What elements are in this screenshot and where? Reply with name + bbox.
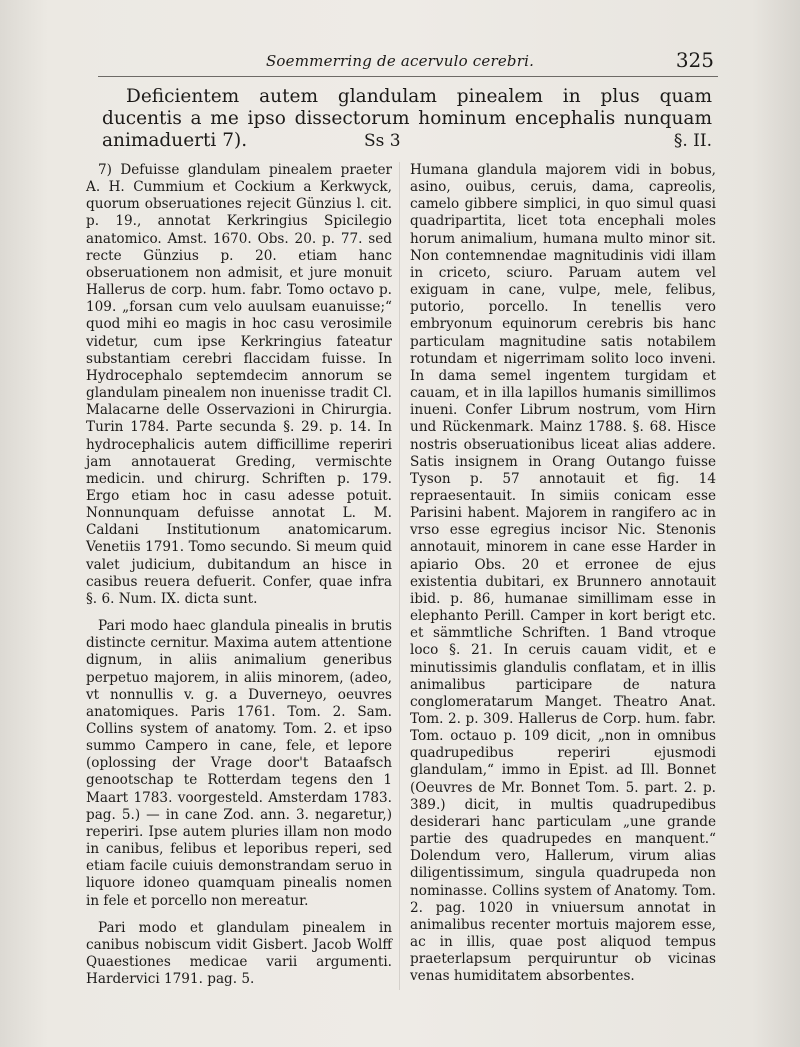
left-column (86, 162, 392, 998)
intro-text: Deficientem autem glandulam pinealem in plus quam ducentis a me ipso dissectorum hominum encephalis nunquam animaduerti 7). (102, 86, 712, 151)
column-gutter (399, 162, 400, 990)
body-paragraph: Pari modo haec glandula pinealis in brutis distincte cernitur. Maxima autem attentione dignum, in aliis animalium generibus perpetuo majorem, in aliis minorem, (adeo, vt nonnullis v. g. a Duverneyo, oeuvres anatomiques. Paris 1761. Tom. 2. Sam. Collins system of anatomy. Tom. 2. et ipso summo Campero in cane, fele, et lepore (oplossing der Vrage door't Bataafsch genootschap te Rotterdam tegens den 1 Maart 1783. voorgesteld. Amsterdam 1783. pag. 5.) — in cane Zod. ann. 3. negaretur,) reperiri. Ipse autem pluries illam non modo in canibus, felibus et leporibus reperi, sed etiam facile cuiuis demonstrandam seruo in liquore idoneo quamquam pinealis nomen in fele et porcello non mereatur. (86, 618, 392, 909)
catchword: §. II. (673, 131, 712, 151)
page-number: 325 (675, 48, 714, 72)
running-head: Soemmerring de acervulo cerebri. (265, 52, 535, 70)
body-paragraph: Pari modo et glandulam pinealem in canibus nobiscum vidit Gisbert. Jacob Wolff Quaestiones medicae varii argumenti. Hardervici 1791. pag. 5. (86, 919, 392, 988)
signature-line (102, 131, 712, 153)
body-paragraph: Humana glandula majorem vidi in bobus, asino, ouibus, ceruis, dama, capreolis, camelo gibbere simplici, in quo simul quasi quadripartita, licet tota encephali moles horum animalium, humana multo minor sit. Non contemnendae magnitudinis vidi illam in criceto, sciuro. Paruam autem vel exiguam in cane, vulpe, mele, felibus, putorio, porcello. In tenellis vero embryonum equinorum cerebris bis hanc particulam magnitudine satis notabilem rotundam et nigerrimam solito loco inveni. In dama semel ingentem turgidam et cauam, et in illa lapillos humanis simillimos inueni. Confer Librum nostrum, vom Hirn und Rückenmark. Mainz 1788. §. 68. Hisce nostris obseruationibus liceat alias addere. Satis insignem in Orang Outango fuisse Tyson p. 57 annotauit et fig. 14 repraesentauit. In simiis conicam esse Parisini habent. Majorem in rangifero ac in vrso esse egregius incisor Nic. Stenonis annotauit, minorem in cane esse Harder in apiario Obs. 20 et erronee de ejus existentia dubitari, ex Brunnero annotauit ibid. p. 86, humanae simillimam esse in elephanto Perill. Camper in kort berigt etc. et sämmtliche Schriften. 1 Band vtroque loco §. 21. In ceruis cauam vidit, et e minutissimis glandulis conflatam, et in illis animalibus participare de natura conglomeratarum Manget. Theatro Anat. Tom. 2. p. 309. Hallerus de Corp. hum. fabr. Tom. octauo p. 109 dicit, „non in omnibus quadrupedibus reperiri ejusmodi glandulam,“ immo in Epist. ad Ill. Bonnet (Oeuvres de Mr. Bonnet Tom. 5. part. 2. p. 389.) dicit, in multis quadrupedibus desiderari hanc particulam „une grande partie des quadrupedes en manquent.“ Dolendum vero, Hallerum, virum alias diligentissimum, singula quadrupeda non nominasse. Collins system of Anatomy. Tom. 2. pag. 1020 in vniuersum annotat in animalibus recenter mortuis majorem esse, ac in illis, quae post aliquod tempus praeterlapsum perquiruntur ob vicinas venas humiditatem absorbentes. (410, 162, 716, 985)
header-rule (98, 76, 718, 77)
footnote-paragraph: 7) Defuisse glandulam pinealem praeter A. H. Cummium et Cockium a Kerkwyck, quorum obseruationes rejecit Günzius l. cit. p. 19., annotat Kerkringius Spicilegio anatomico. Amst. 1670. Obs. 20. p. 77. sed recte Günzius p. 20. etiam hanc obseruationem non admisit, et jure monuit Hallerus de corp. hum. fabr. Tomo octavo p. 109. „forsan cum velo auulsam euanuisse;“ quod mihi eo magis in hoc casu verosimile videtur, cum ipse Kerkringius fateatur substantiam cerebri flaccidam fuisse. In Hydrocephalo septemdecim annorum se glandulam pinealem non inuenisse tradit Cl. Malacarne delle Osservazioni in Chirurgia. Turin 1784. Parte secunda §. 29. p. 14. In hydrocephalicis autem difficillime reperiri jam annotauerat Greding, vermischte medicin. und chirurg. Schriften p. 179. Ergo etiam hoc in casu adesse potuit. Nonnunquam defuisse annotat L. M. Caldani Institutionum anatomicarum. Venetiis 1791. Tomo secundo. Si meum quid valet judicium, dubitandum an hisce in casibus reuera defuerit. Confer, quae infra §. 6. Num. IX. dicta sunt. (86, 162, 392, 607)
right-column (410, 162, 716, 996)
printer-signature: Ss 3 (364, 131, 401, 151)
